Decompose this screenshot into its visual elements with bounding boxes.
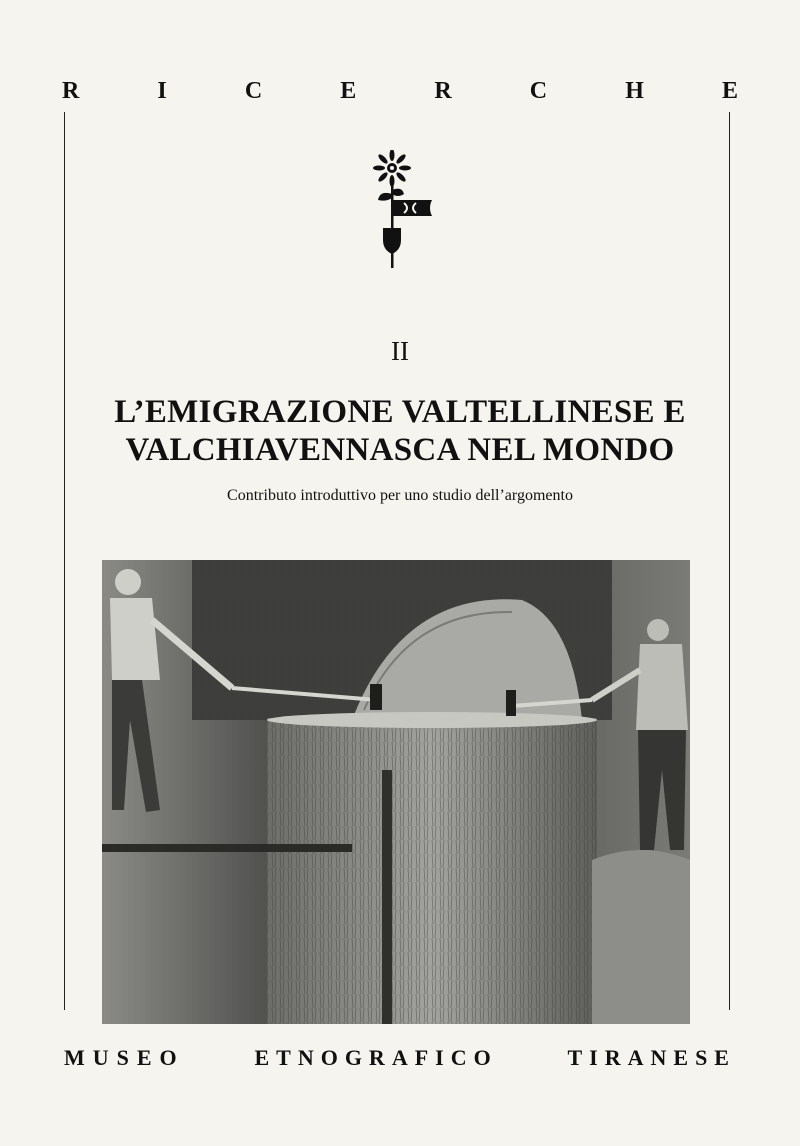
series-letter: I [157,78,167,104]
series-letter: R [62,78,80,104]
publisher-word-3: TIRANESE [567,1045,736,1070]
publisher-word-2: ETNOGRAFICO [254,1045,498,1070]
title-line-1: L’EMIGRAZIONE VALTELLINESE E [114,394,686,430]
series-letter: E [721,78,738,104]
frame-line-left [64,112,65,1010]
book-subtitle: Contributo introduttivo per uno studio dell’argomento [227,487,573,504]
book-title [70,393,730,469]
title-line-2: VALCHIAVENNASCA NEL MONDO [125,432,675,468]
series-title [62,78,738,105]
series-letter: H [625,78,644,104]
publisher-name [64,1045,736,1071]
series-letter: R [434,78,452,104]
volume-number: II [391,336,409,366]
museum-emblem-icon [370,150,440,270]
series-letter: E [340,78,357,104]
publisher-word-1: MUSEO [64,1045,185,1070]
frame-line-right [729,112,730,1010]
lumberjacks-photo [102,560,690,1024]
series-letter: C [529,78,548,104]
series-letter: C [244,78,263,104]
